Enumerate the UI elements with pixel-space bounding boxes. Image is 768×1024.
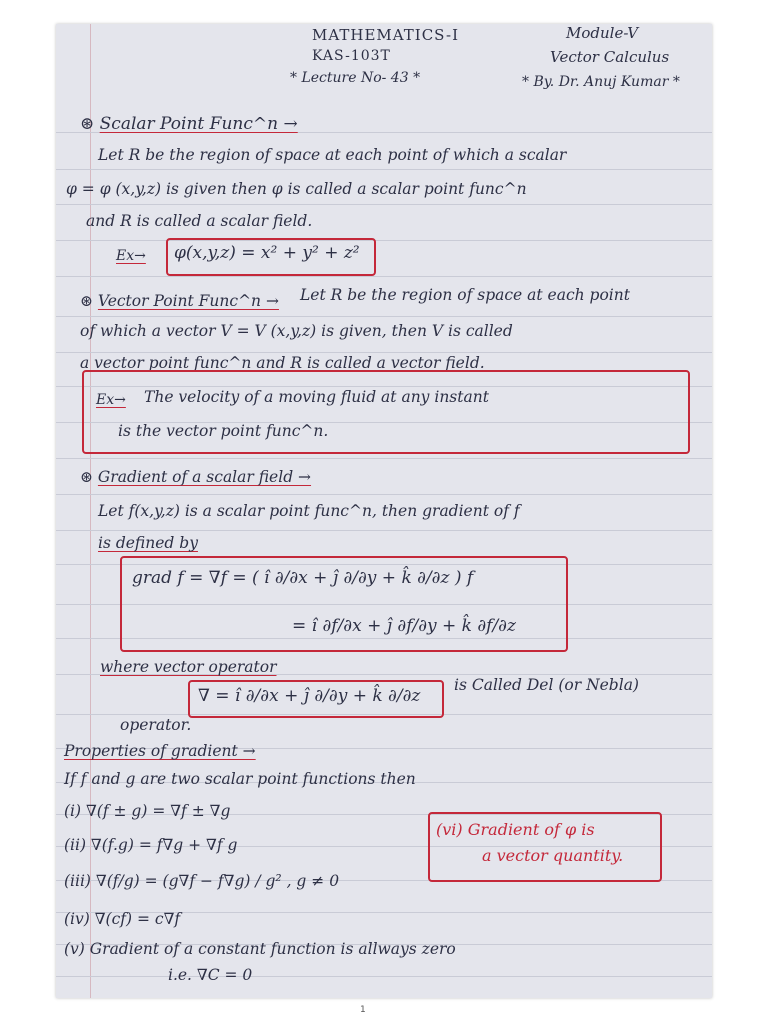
scalar-example-label: Ex→ bbox=[116, 248, 146, 264]
property-item: (i) ∇(f ± g) = ∇f ± ∇g bbox=[64, 802, 231, 820]
author-label: * By. Dr. Anuj Kumar * bbox=[522, 74, 680, 90]
gradient-heading: ⊛ Gradient of a scalar field → bbox=[80, 468, 312, 486]
scalar-line-1: Let R be the region of space at each point of which a scalar bbox=[98, 146, 567, 164]
ruled-line bbox=[56, 169, 712, 170]
gradient-line-2: is defined by bbox=[98, 534, 198, 552]
property-ie: i.e. ∇C = 0 bbox=[168, 966, 253, 984]
properties-heading: Properties of gradient → bbox=[64, 742, 256, 760]
page-number: 1 bbox=[360, 1005, 366, 1015]
scalar-example-formula: φ(x,y,z) = x² + y² + z² bbox=[174, 243, 360, 263]
property-item: (v) Gradient of a constant function is allways zero bbox=[64, 940, 456, 958]
vector-line-2: of which a vector V = V (x,y,z) is given, then V is called bbox=[80, 322, 513, 340]
bullet-icon: ⊛ bbox=[80, 292, 98, 310]
scalar-line-3: and R is called a scalar field. bbox=[86, 212, 313, 230]
vector-heading: ⊛ Vector Point Func^n → bbox=[80, 292, 279, 310]
vector-line-3: a vector point func^n and R is called a vector field. bbox=[80, 354, 485, 372]
ruled-line bbox=[56, 276, 712, 277]
property-item: (ii) ∇(f.g) = f∇g + ∇f g bbox=[64, 836, 238, 854]
ruled-line bbox=[56, 352, 712, 353]
module-label: Module-V bbox=[566, 24, 639, 42]
ruled-line bbox=[56, 976, 712, 977]
gradient-formula-1: grad f = ∇f = ( î ∂/∂x + ĵ ∂/∂y + k̂ ∂/∂z ) f bbox=[132, 568, 474, 588]
property-item: (iii) ∇(f/g) = (g∇f − f∇g) / g² , g ≠ 0 bbox=[64, 872, 340, 890]
del-operator-text: is Called Del (or Nebla) bbox=[454, 676, 639, 694]
vector-example-box bbox=[82, 370, 690, 454]
bullet-icon: ⊛ bbox=[80, 468, 98, 486]
vector-example-label: Ex→ bbox=[96, 392, 126, 408]
lecture-number: * Lecture No- 43 * bbox=[290, 70, 421, 86]
operator-word: operator. bbox=[120, 716, 192, 734]
where-vector-operator: where vector operator bbox=[100, 658, 277, 676]
ruled-line bbox=[56, 458, 712, 459]
scalar-line-2: φ = φ (x,y,z) is given then φ is called a scalar point func^n bbox=[66, 180, 527, 198]
course-title: MATHEMATICS-I bbox=[312, 26, 460, 44]
gradient-note-line-1: (vi) Gradient of φ is bbox=[436, 820, 595, 839]
gradient-formula-2: = î ∂f/∂x + ĵ ∂f/∂y + k̂ ∂f/∂z bbox=[292, 616, 516, 636]
properties-intro: If f and g are two scalar point functions then bbox=[64, 770, 416, 788]
property-item: (iv) ∇(cf) = c∇f bbox=[64, 910, 181, 928]
topic-label: Vector Calculus bbox=[550, 48, 670, 66]
vector-line-1: Let R be the region of space at each point bbox=[300, 286, 630, 304]
ruled-line bbox=[56, 316, 712, 317]
course-code: KAS-103T bbox=[312, 48, 391, 64]
ruled-line bbox=[56, 530, 712, 531]
gradient-line-1: Let f(x,y,z) is a scalar point func^n, then gradient of f bbox=[98, 502, 520, 520]
ruled-line bbox=[56, 494, 712, 495]
vector-example-line-1: The velocity of a moving fluid at any instant bbox=[144, 388, 489, 406]
scalar-heading: ⊛ Scalar Point Func^n → bbox=[80, 114, 298, 134]
vector-example-line-2: is the vector point func^n. bbox=[118, 422, 329, 440]
ruled-line bbox=[56, 204, 712, 205]
gradient-note-line-2: a vector quantity. bbox=[482, 846, 624, 865]
del-operator-formula: ∇ = î ∂/∂x + ĵ ∂/∂y + k̂ ∂/∂z bbox=[198, 686, 421, 706]
ruled-line bbox=[56, 240, 712, 241]
bullet-icon: ⊛ bbox=[80, 114, 100, 134]
